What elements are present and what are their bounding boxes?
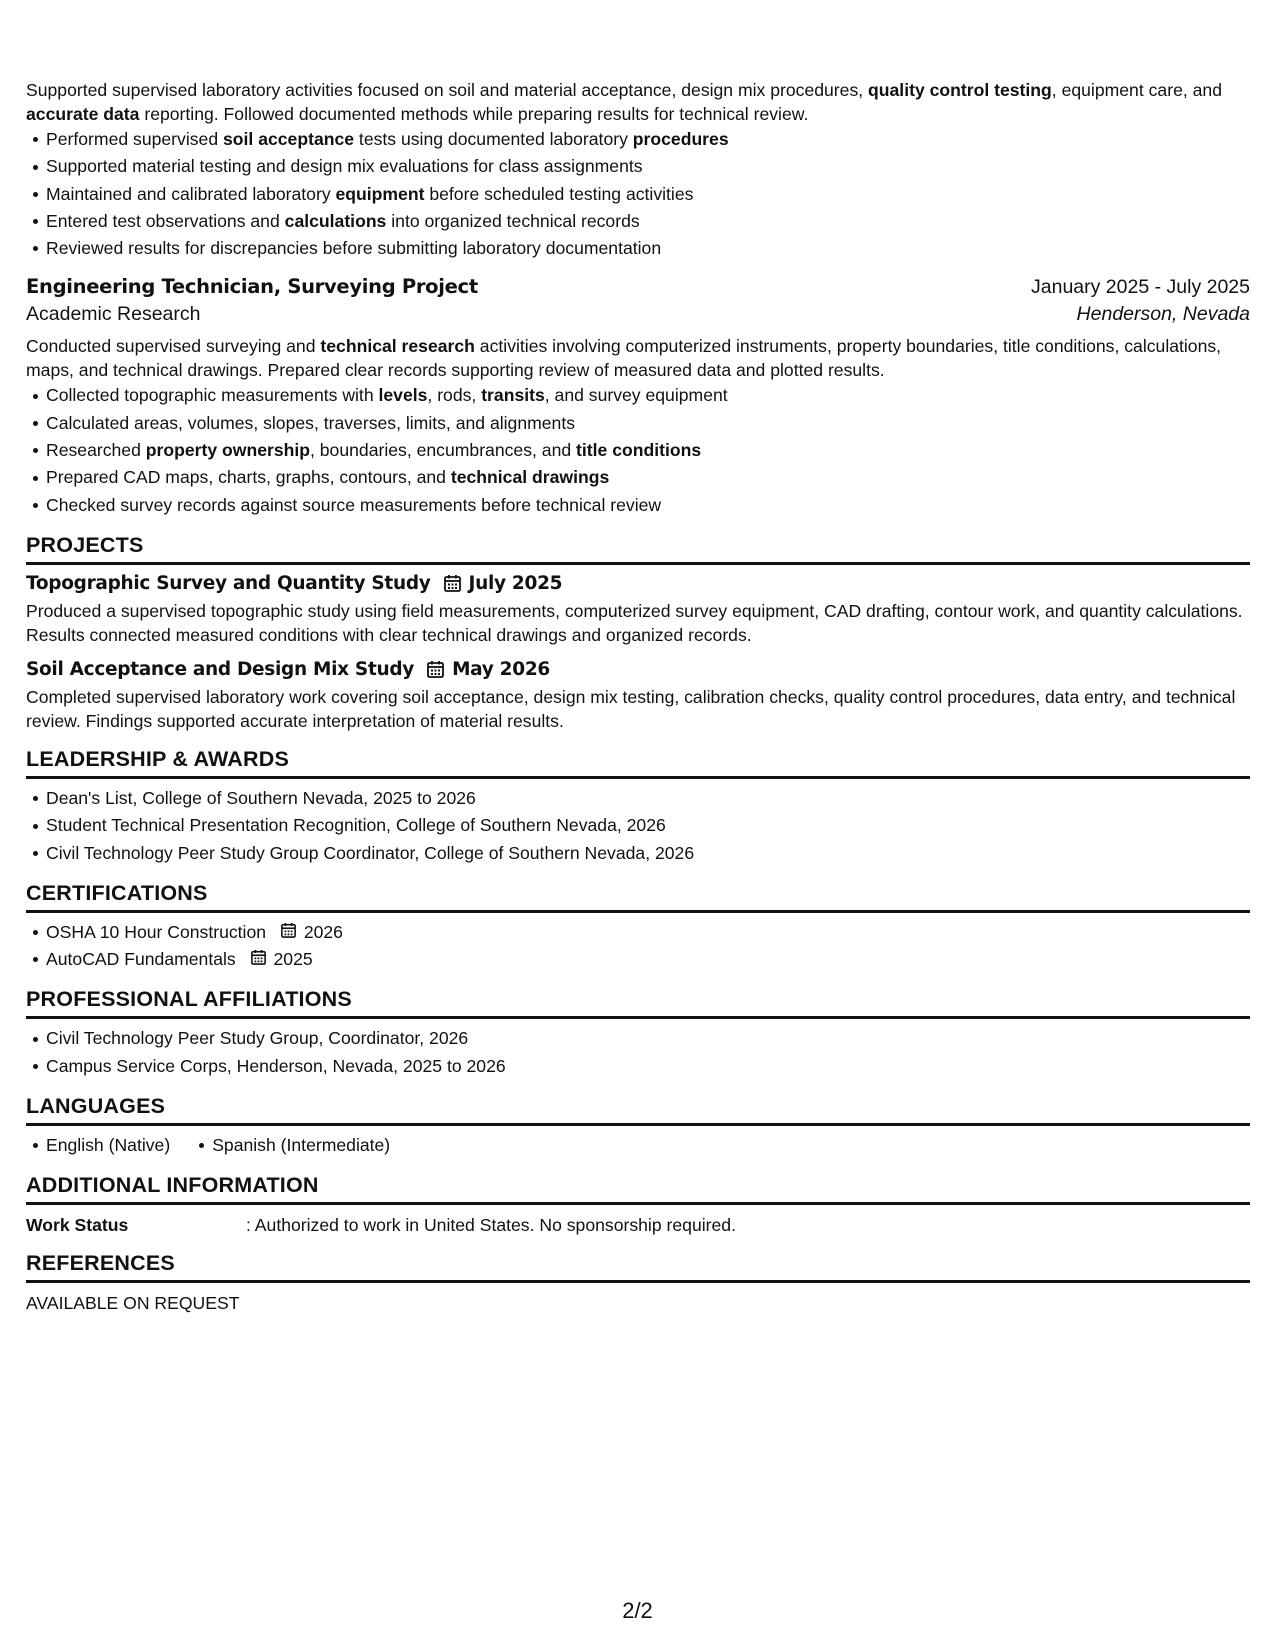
job-bullets [26,382,1250,518]
work-status-value: : Authorized to work in United States. No sponsorship required. [246,1215,736,1236]
certification-year: 2026 [303,921,343,942]
text-run: , boundaries, encumbrances, and [310,440,577,461]
text-run: Maintained and calibrated laboratory [46,183,336,204]
list-item: Dean's List, College of Southern Nevada, 2025 to 2026 [46,785,1250,812]
section-heading: ADDITIONAL INFORMATION [26,1173,1250,1205]
bullet-item [46,181,1250,208]
page-number: 2/2 [622,1598,653,1623]
text-run: Performed supervised [46,129,223,149]
list-item: Civil Technology Peer Study Group Coordinator, College of Southern Nevada, 2026 [46,840,1250,867]
section-projects [26,533,1250,733]
emphasized-text: technical drawings [450,467,610,488]
text-run: Conducted supervised surveying and [26,336,321,357]
section-heading: PROFESSIONAL AFFILIATIONS [26,987,1250,1019]
bullet-item [46,492,1250,519]
calendar-icon [444,574,461,592]
emphasized-text: levels [378,385,428,406]
list-item: Civil Technology Peer Study Group, Coordinator, 2026 [46,1025,1250,1052]
text-run: before scheduled testing activities [424,183,694,204]
bullet-item [46,410,1250,437]
calendar-icon [251,949,266,965]
text-run: reporting. Followed documented methods while preparing results for technical review. [139,104,809,124]
list-item: Student Technical Presentation Recognition, College of Southern Nevada, 2026 [46,812,1250,839]
section-languages [26,1094,1250,1159]
leadership-list [26,785,1250,867]
project-description: Completed supervised laboratory work covering soil acceptance, design mix testing, calibration checks, quality control procedures, data entry, and technical review. Findings supported accurate interpretation of material results. [26,686,1236,731]
bullet-item [46,437,1250,464]
work-status-row [26,1213,1250,1237]
emphasized-text: accurate data [26,104,140,124]
emphasized-text: soil acceptance [223,129,355,149]
text-run: , and survey equipment [544,385,728,406]
certification-name: OSHA 10 Hour Construction [46,921,267,942]
text-run: Entered test observations and [46,210,285,231]
text-run: Reviewed results for discrepancies before submitting laboratory documentation [46,238,662,259]
emphasized-text: quality control testing [868,80,1052,100]
resume-content [26,78,1250,1315]
section-heading: LEADERSHIP & AWARDS [26,747,1250,779]
calendar-icon [281,922,296,938]
text-run: , rods, [427,385,482,406]
text-run: Checked survey records against source measurements before technical review [46,494,662,515]
project-title: Topographic Survey and Quantity Study [26,572,431,594]
list-item [46,946,1250,973]
references-text: AVAILABLE ON REQUEST [26,1293,240,1314]
text-run: tests using documented laboratory [354,129,633,149]
section-leadership [26,747,1250,867]
project-title: Soil Acceptance and Design Mix Study [26,658,415,680]
section-affiliations [26,987,1250,1080]
text-run: Collected topographic measurements with [46,385,379,406]
bullet-item [46,153,1250,180]
emphasized-text: procedures [632,129,729,149]
lab-bullets [26,126,1250,262]
emphasized-text: equipment [335,183,425,204]
section-additional-info [26,1173,1250,1237]
certification-name: AutoCAD Fundamentals [46,949,236,970]
job-title: Engineering Technician, Surveying Project [26,275,478,299]
emphasized-text: calculations [284,210,387,231]
job-dates: January 2025 - July 2025 [1031,276,1250,299]
languages-list [26,1132,1250,1159]
project-item [26,659,1250,733]
lab-summary [26,78,1250,126]
text-run: Researched [46,440,146,461]
emphasized-text: technical research [320,336,475,357]
certifications-list [26,919,1250,974]
job-summary [26,334,1250,382]
text-run: activities involving computerized instruments, property boundaries, title conditions, calculations, maps, and technical drawings. Prepared clear records supporting review of measured data and plotted results. [26,336,1222,381]
bullet-item [46,235,1250,262]
calendar-icon [427,660,444,678]
text-run: into organized technical records [386,210,640,231]
bullet-item [46,126,1250,153]
section-certifications [26,881,1250,974]
job-entry [26,275,1250,518]
job-location: Henderson, Nevada [1076,303,1250,326]
language-item: English (Native) [46,1132,170,1159]
language-item: Spanish (Intermediate) [212,1132,390,1159]
bullet-item [46,464,1250,491]
emphasized-text: transits [481,385,545,406]
text-run: Calculated areas, volumes, slopes, traverses, limits, and alignments [46,412,576,433]
emphasized-text: title conditions [576,440,702,461]
emphasized-text: property ownership [145,440,310,461]
text-run: , equipment care, and [1051,80,1222,100]
project-description: Produced a supervised topographic study using field measurements, computerized survey equipment, CAD drafting, contour work, and quantity calculations. Results connected measured conditions with clear technical drawings and organized records. [26,600,1243,645]
section-references [26,1251,1250,1315]
text-run: Supported material testing and design mix evaluations for class assignments [46,156,643,177]
project-date: May 2026 [452,658,550,680]
work-status-label: Work Status [26,1215,129,1236]
section-heading: PROJECTS [26,533,1250,565]
bullet-item [46,382,1250,409]
section-heading: REFERENCES [26,1251,1250,1283]
affiliations-list [26,1025,1250,1080]
project-item [26,573,1250,647]
project-date: July 2025 [468,572,563,594]
job-org: Academic Research [26,303,201,326]
bullet-item [46,208,1250,235]
list-item [46,919,1250,946]
section-heading: CERTIFICATIONS [26,881,1250,913]
list-item: Campus Service Corps, Henderson, Nevada, 2025 to 2026 [46,1053,1250,1080]
section-heading: LANGUAGES [26,1094,1250,1126]
text-run: Supported supervised laboratory activities focused on soil and material acceptance, design mix procedures, [26,80,869,100]
text-run: Prepared CAD maps, charts, graphs, contours, and [46,467,451,488]
certification-year: 2025 [273,949,313,970]
